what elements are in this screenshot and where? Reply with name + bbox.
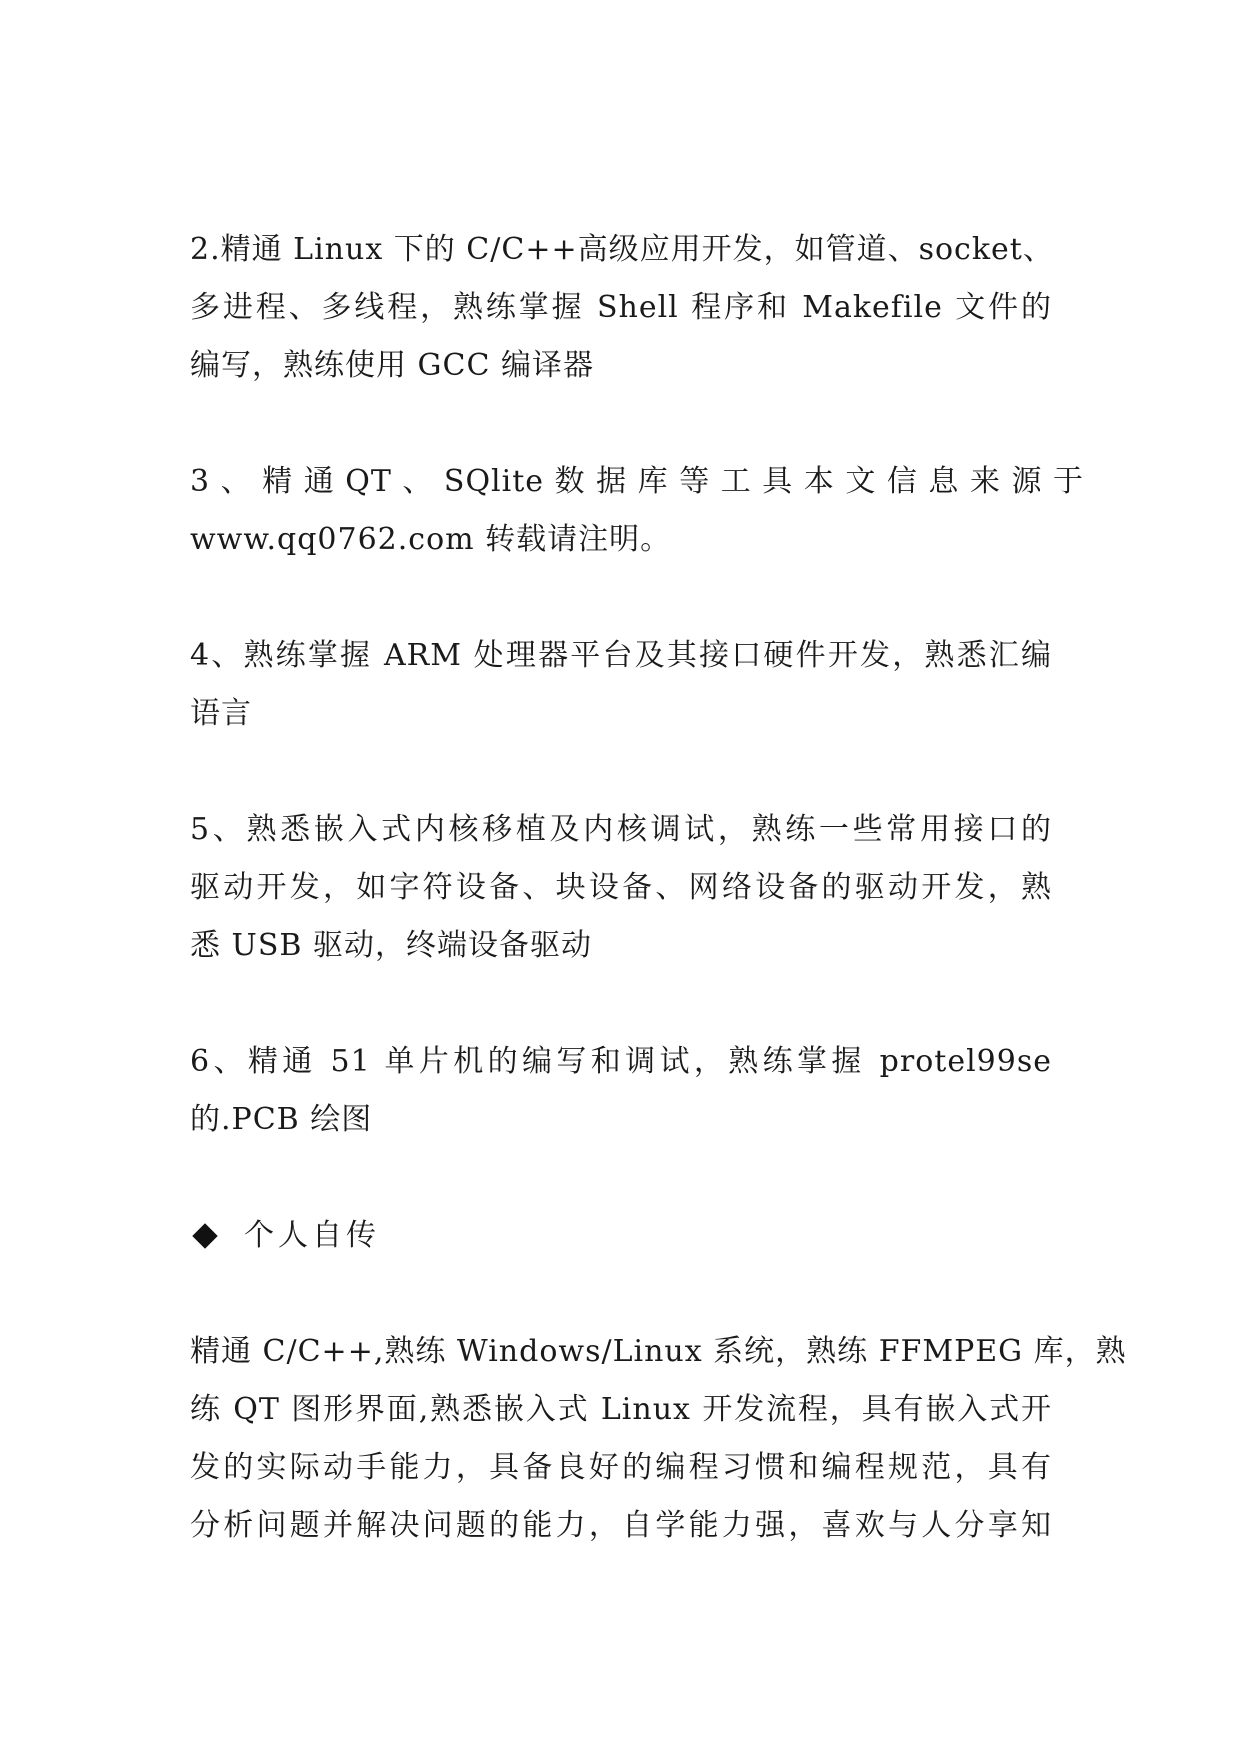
skill-item-3-line-2: www.qq0762.com 转载请注明。 — [190, 522, 672, 557]
skill-item-6-line-1: 6、精通 51 单片机的编写和调试，熟练掌握 protel99se — [190, 1044, 1052, 1079]
skill-item-5-line-2: 驱动开发，如字符设备、块设备、网络设备的驱动开发，熟 — [190, 870, 1052, 905]
skill-item-2 — [190, 221, 1052, 395]
skill-item-6 — [190, 1033, 1052, 1149]
skill-item-5-line-1: 5、熟悉嵌入式内核移植及内核调试，熟练一些常用接口的 — [190, 812, 1052, 847]
diamond-bullet-icon — [192, 1223, 217, 1248]
skill-item-4-line-2: 语言 — [190, 696, 252, 731]
skill-item-5-line-3: 悉 USB 驱动，终端设备驱动 — [190, 928, 592, 963]
autobiography-paragraph — [190, 1323, 1127, 1555]
section-heading-text: 个人自传 — [244, 1218, 380, 1253]
autobiography-line-1: 精通 C/C++,熟练 Windows/Linux 系统，熟练 FFMPEG 库，熟 — [190, 1334, 1127, 1369]
autobiography-line-2: 练 QT 图形界面,熟悉嵌入式 Linux 开发流程，具有嵌入式开 — [190, 1392, 1052, 1427]
skill-item-3-line-1: 3 、 精 通 QT 、 SQlite 数 据 库 等 工 具 本 文 信 息 来 源 于 — [190, 464, 1085, 499]
skill-item-2-line-3: 编写，熟练使用 GCC 编译器 — [190, 348, 594, 383]
skill-item-5 — [190, 801, 1052, 975]
skill-item-4 — [190, 627, 1052, 743]
skill-item-2-line-1: 2.精通 Linux 下的 C/C++高级应用开发，如管道、socket、 — [190, 232, 1054, 267]
skill-item-3 — [190, 453, 1085, 569]
document-body — [190, 221, 1127, 1613]
skill-item-2-line-2: 多进程、多线程，熟练掌握 Shell 程序和 Makefile 文件的 — [190, 290, 1052, 325]
skill-item-6-line-2: 的.PCB 绘图 — [190, 1102, 373, 1137]
section-heading-autobiography — [190, 1207, 1052, 1265]
skill-item-4-line-1: 4、熟练掌握 ARM 处理器平台及其接口硬件开发，熟悉汇编 — [190, 638, 1052, 673]
autobiography-line-4: 分析问题并解决问题的能力，自学能力强，喜欢与人分享知 — [190, 1508, 1052, 1543]
autobiography-line-3: 发的实际动手能力，具备良好的编程习惯和编程规范，具有 — [190, 1450, 1052, 1485]
